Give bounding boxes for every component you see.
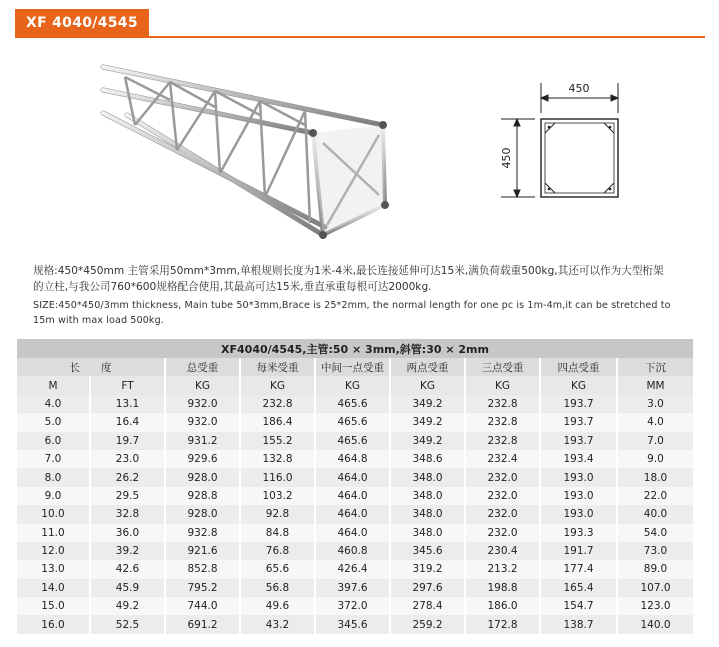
table-cell: 460.8 [315, 542, 390, 560]
table-cell: 232.0 [465, 487, 540, 505]
table-cell: 465.6 [315, 395, 390, 413]
table-cell: 140.0 [617, 615, 693, 633]
table-cell: 348.6 [390, 450, 465, 468]
table-cell: 49.2 [90, 597, 165, 615]
table-row [17, 395, 693, 413]
table-cell: 932.0 [165, 413, 240, 431]
table-row [17, 505, 693, 523]
table-cell: 49.6 [240, 597, 315, 615]
table-cell: 193.7 [540, 413, 617, 431]
table-cell: 213.2 [465, 560, 540, 578]
table-cell: 92.8 [240, 505, 315, 523]
table-cell: 116.0 [240, 468, 315, 486]
table-cell: 932.8 [165, 524, 240, 542]
table-cell: 43.2 [240, 615, 315, 633]
table-cell: 193.7 [540, 395, 617, 413]
table-cell: 464.0 [315, 487, 390, 505]
table-cell: 348.0 [390, 487, 465, 505]
table-cell: 103.2 [240, 487, 315, 505]
table-cell: 45.9 [90, 579, 165, 597]
table-cell: 348.0 [390, 468, 465, 486]
table-cell: 278.4 [390, 597, 465, 615]
table-cell: 259.2 [390, 615, 465, 633]
table-cell: 13.1 [90, 395, 165, 413]
unit-cell: MM [617, 376, 693, 394]
table-cell: 165.4 [540, 579, 617, 597]
table-cell: 232.8 [465, 395, 540, 413]
table-cell: 186.4 [240, 413, 315, 431]
table-cell: 54.0 [617, 524, 693, 542]
table-cell: 18.0 [617, 468, 693, 486]
table-cell: 65.6 [240, 560, 315, 578]
table-row [17, 468, 693, 486]
header-four-point-load: 四点受重 [540, 358, 617, 376]
table-cell: 177.4 [540, 560, 617, 578]
table-cell: 29.5 [90, 487, 165, 505]
table-cell: 349.2 [390, 395, 465, 413]
table-cell: 921.6 [165, 542, 240, 560]
unit-cell: KG [540, 376, 617, 394]
product-description [33, 263, 683, 328]
table-cell: 852.8 [165, 560, 240, 578]
table-cell: 929.6 [165, 450, 240, 468]
table-cell: 193.4 [540, 450, 617, 468]
load-table [17, 339, 693, 634]
header-three-point-load: 三点受重 [465, 358, 540, 376]
height-label: 450 [500, 147, 513, 169]
table-cell: 73.0 [617, 542, 693, 560]
table-row [17, 413, 693, 431]
table-cell: 56.8 [240, 579, 315, 597]
table-cell: 349.2 [390, 413, 465, 431]
table-cell: 232.4 [465, 450, 540, 468]
table-row [17, 450, 693, 468]
table-cell: 42.6 [90, 560, 165, 578]
table-cell: 932.0 [165, 395, 240, 413]
table-cell: 426.4 [315, 560, 390, 578]
table-cell: 193.7 [540, 432, 617, 450]
table-cell: 464.0 [315, 505, 390, 523]
table-cell: 123.0 [617, 597, 693, 615]
table-units-row [17, 376, 693, 394]
table-cell: 465.6 [315, 432, 390, 450]
table-cell: 345.6 [315, 615, 390, 633]
table-cell: 36.0 [90, 524, 165, 542]
unit-cell: KG [240, 376, 315, 394]
table-cell: 138.7 [540, 615, 617, 633]
table-cell: 5.0 [17, 413, 90, 431]
product-title: XF 4040/4545 [15, 9, 149, 37]
table-cell: 89.0 [617, 560, 693, 578]
cross-section-diagram [495, 75, 645, 215]
table-cell: 9.0 [617, 450, 693, 468]
table-cell: 13.0 [17, 560, 90, 578]
table-row [17, 615, 693, 633]
description-cn-line2: 的立柱,与我公司760*600规格配合使用,其最高可达15米,垂直承重每根可达2000kg. [33, 281, 432, 293]
table-cell: 7.0 [617, 432, 693, 450]
table-cell: 186.0 [465, 597, 540, 615]
table-cell: 154.7 [540, 597, 617, 615]
table-row [17, 597, 693, 615]
table-cell: 6.0 [17, 432, 90, 450]
table-cell: 795.2 [165, 579, 240, 597]
description-en-line2: 15m with max load 500kg. [33, 315, 164, 326]
table-cell: 40.0 [617, 505, 693, 523]
table-cell: 4.0 [617, 413, 693, 431]
table-cell: 230.4 [465, 542, 540, 560]
table-cell: 23.0 [90, 450, 165, 468]
header-deflection: 下沉 [617, 358, 693, 376]
table-cell: 691.2 [165, 615, 240, 633]
unit-cell: M [17, 376, 90, 394]
table-cell: 52.5 [90, 615, 165, 633]
table-row [17, 560, 693, 578]
table-cell: 193.0 [540, 487, 617, 505]
unit-cell: KG [390, 376, 465, 394]
width-label: 450 [568, 82, 590, 95]
table-cell: 15.0 [17, 597, 90, 615]
table-cell: 172.8 [465, 615, 540, 633]
table-cell: 931.2 [165, 432, 240, 450]
header-load-per-meter: 每米受重 [240, 358, 315, 376]
table-cell: 191.7 [540, 542, 617, 560]
table-cell: 928.0 [165, 468, 240, 486]
table-cell: 16.0 [17, 615, 90, 633]
table-cell: 297.6 [390, 579, 465, 597]
table-row [17, 542, 693, 560]
table-cell: 107.0 [617, 579, 693, 597]
table-cell: 232.0 [465, 524, 540, 542]
table-header-row [17, 358, 693, 376]
table-cell: 348.0 [390, 505, 465, 523]
table-cell: 319.2 [390, 560, 465, 578]
table-cell: 132.8 [240, 450, 315, 468]
table-cell: 464.0 [315, 524, 390, 542]
table-cell: 349.2 [390, 432, 465, 450]
table-cell: 9.0 [17, 487, 90, 505]
table-cell: 155.2 [240, 432, 315, 450]
table-cell: 32.8 [90, 505, 165, 523]
table-cell: 193.0 [540, 468, 617, 486]
table-cell: 8.0 [17, 468, 90, 486]
table-cell: 232.0 [465, 468, 540, 486]
table-cell: 19.7 [90, 432, 165, 450]
table-cell: 928.8 [165, 487, 240, 505]
table-cell: 348.0 [390, 524, 465, 542]
table-cell: 4.0 [17, 395, 90, 413]
header-center-point-load: 中间一点受重 [315, 358, 390, 376]
title-underline [15, 36, 705, 38]
table-cell: 193.3 [540, 524, 617, 542]
table-cell: 14.0 [17, 579, 90, 597]
table-cell: 232.8 [465, 413, 540, 431]
unit-cell: KG [315, 376, 390, 394]
table-cell: 12.0 [17, 542, 90, 560]
table-cell: 76.8 [240, 542, 315, 560]
table-cell: 198.8 [465, 579, 540, 597]
table-cell: 3.0 [617, 395, 693, 413]
table-row [17, 524, 693, 542]
table-cell: 232.8 [465, 432, 540, 450]
table-row [17, 579, 693, 597]
table-cell: 397.6 [315, 579, 390, 597]
header-two-point-load: 两点受重 [390, 358, 465, 376]
table-cell: 22.0 [617, 487, 693, 505]
table-cell: 193.0 [540, 505, 617, 523]
table-title: XF4040/4545,主管:50 × 3mm,斜管:30 × 2mm [17, 339, 693, 358]
title-bar [15, 9, 705, 37]
description-en-line1: SIZE:450*450/3mm thickness, Main tube 50*3mm,Brace is 25*2mm, the normal length for one pc is 1m-4m,it can be stretched to [33, 300, 671, 311]
truss-photo [95, 55, 400, 245]
table-row [17, 432, 693, 450]
header-length: 长 度 [17, 358, 165, 376]
table-cell: 7.0 [17, 450, 90, 468]
table-cell: 26.2 [90, 468, 165, 486]
unit-cell: KG [165, 376, 240, 394]
table-cell: 10.0 [17, 505, 90, 523]
table-cell: 232.0 [465, 505, 540, 523]
description-cn-line1: 规格:450*450mm 主管采用50mm*3mm,单根规则长度为1米-4米,最长连接延伸可达15米,满负荷载重500kg,其还可以作为大型桁架 [33, 265, 664, 277]
table-cell: 11.0 [17, 524, 90, 542]
table-cell: 928.0 [165, 505, 240, 523]
table-cell: 232.8 [240, 395, 315, 413]
table-cell: 345.6 [390, 542, 465, 560]
table-cell: 744.0 [165, 597, 240, 615]
table-cell: 465.6 [315, 413, 390, 431]
unit-cell: KG [465, 376, 540, 394]
table-cell: 464.8 [315, 450, 390, 468]
header-total-load: 总受重 [165, 358, 240, 376]
unit-cell: FT [90, 376, 165, 394]
table-cell: 16.4 [90, 413, 165, 431]
table-row [17, 487, 693, 505]
table-cell: 464.0 [315, 468, 390, 486]
table-cell: 84.8 [240, 524, 315, 542]
table-cell: 39.2 [90, 542, 165, 560]
table-cell: 372.0 [315, 597, 390, 615]
